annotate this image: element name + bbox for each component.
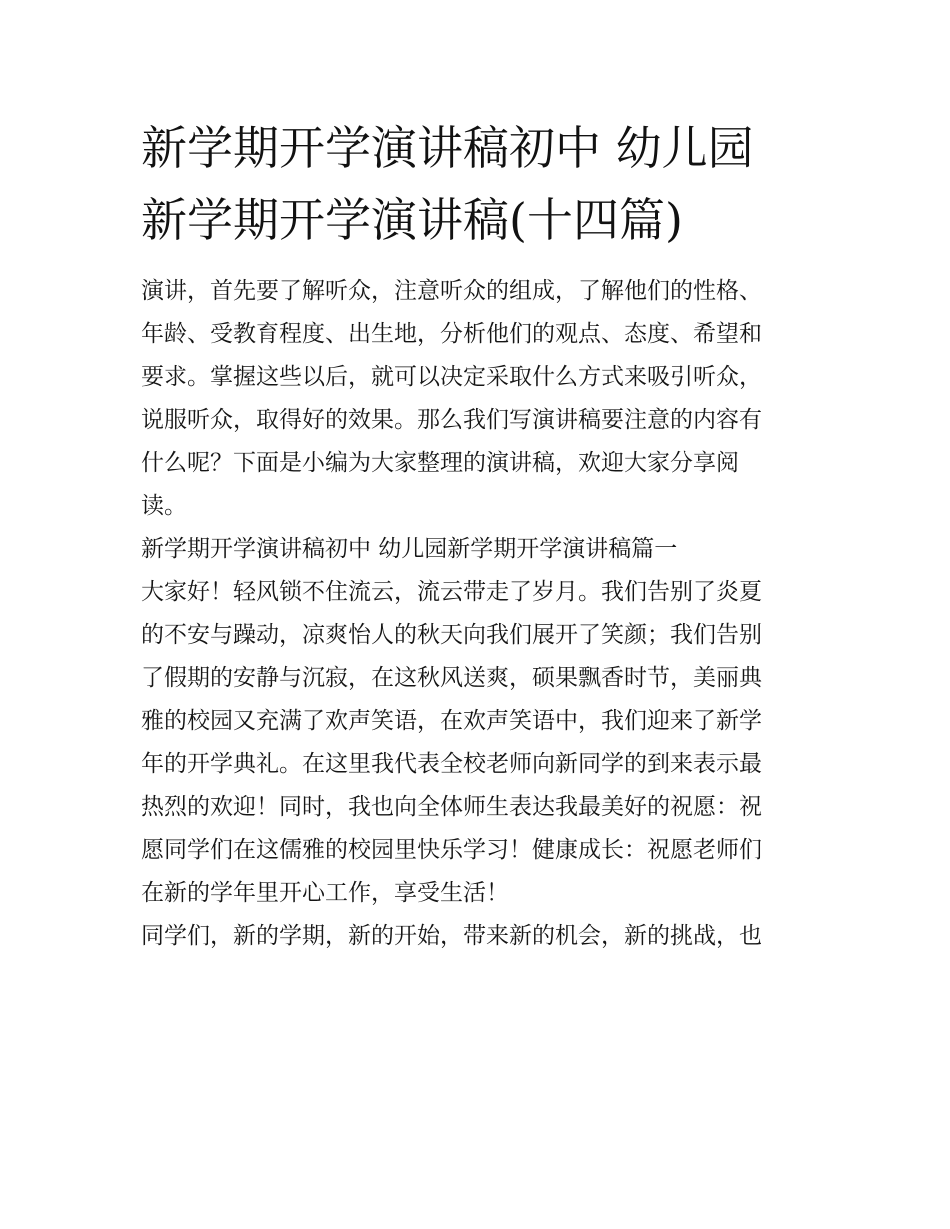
document-title (141, 112, 813, 256)
intro-paragraph (141, 270, 813, 528)
text-line: 愿同学们在这儒雅的校园里快乐学习！健康成长：祝愿老师们 (141, 837, 762, 863)
text-line: 年的开学典礼。在这里我代表全校老师向新同学的到来表示最 (141, 751, 762, 777)
text-line: 的不安与躁动，凉爽怡人的秋天向我们展开了笑颜；我们告别 (141, 622, 762, 648)
text-line: 什么呢？下面是小编为大家整理的演讲稿，欢迎大家分享阅 (141, 450, 739, 476)
text-line: 了假期的安静与沉寂，在这秋风送爽，硕果飘香时节，美丽典 (141, 665, 762, 691)
text-line: 同学们，新的学期，新的开始，带来新的机会，新的挑战，也 (141, 923, 762, 949)
text-line: 读。 (141, 493, 187, 519)
title-line-1: 新学期开学演讲稿初中 幼儿园 (141, 121, 754, 175)
speech-paragraph (141, 915, 813, 958)
text-line: 新学期开学演讲稿初中 幼儿园新学期开学演讲稿篇一 (141, 536, 678, 562)
document-content (141, 112, 813, 958)
text-line: 要求。掌握这些以后，就可以决定采取什么方式来吸引听众， (141, 364, 762, 390)
text-line: 说服听众，取得好的效果。那么我们写演讲稿要注意的内容有 (141, 407, 762, 433)
text-line: 大家好！轻风锁不住流云，流云带走了岁月。我们告别了炎夏 (141, 579, 762, 605)
document-body (141, 270, 813, 958)
text-line: 年龄、受教育程度、出生地，分析他们的观点、态度、希望和 (141, 321, 762, 347)
text-line: 热烈的欢迎！同时，我也向全体师生表达我最美好的祝愿：祝 (141, 794, 762, 820)
text-line: 演讲，首先要了解听众，注意听众的组成，了解他们的性格、 (141, 278, 762, 304)
text-line: 雅的校园又充满了欢声笑语，在欢声笑语中，我们迎来了新学 (141, 708, 762, 734)
text-line: 在新的学年里开心工作，享受生活！ (141, 880, 509, 906)
title-line-2: 新学期开学演讲稿(十四篇) (141, 193, 683, 247)
speech-paragraph (141, 571, 813, 915)
section-heading (141, 528, 813, 571)
